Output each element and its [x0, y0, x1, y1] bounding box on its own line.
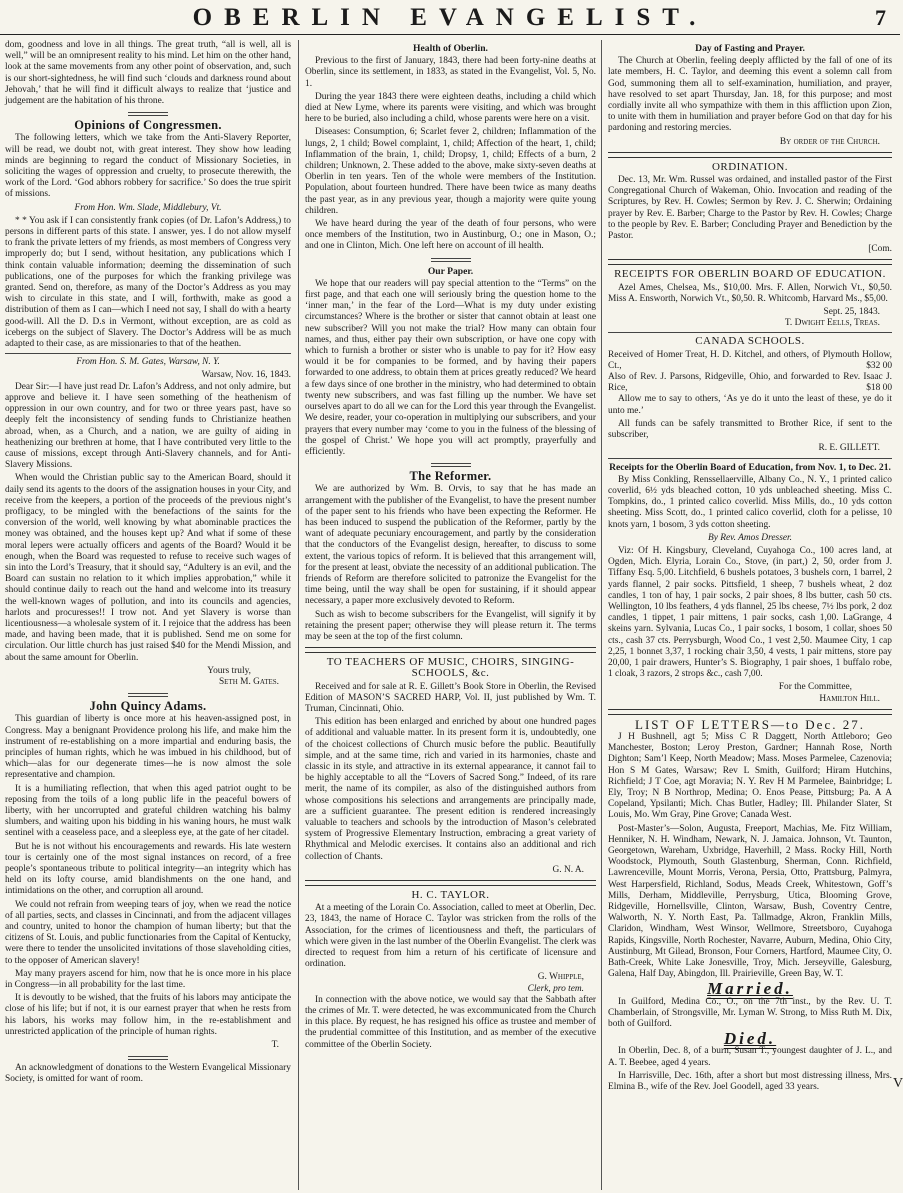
canada-signature: R. E. GILLETT. [818, 443, 880, 454]
canada-entry-text: Received of Homer Treat, H. D. Kitchel, and others, of Plymouth Hollow, Ct., [608, 349, 892, 371]
canada-entry-amount: $18 00 [866, 383, 892, 394]
gates-letter-2: When would the Christian public say to the American Board, should it daily send its agents to the doors of the assignation houses in your City, and receive from the keepers, a portion of the proceeds of the previous night’s profligacy, to be mingled with the benefactions of the saints for the conversion of the world, well knowing by what abominable practices the money was obtained, and the houses kept up? And what if some of these moral lepers were actually officers and agents of the Board? Would it be enough, when the Board was requested to refuse to receive such wages of sin into the Lord’s Treasury, that it should say, “Adultery is an evil, and the Board can sustain no relation to it which implies approbation,” while it should continue daily to reach out the hand and welcome into its treasury the well-known wages of pollution, and into its councils and agencies, harlots and procuresses!! I trow not. And yet Slavery is worse than licentiousness—a wholesale system of it. I rejoice that the address has been made, and having been made, that it is published. Send me on some for circulation. Our little church has just raised $40 for the Mendi Mission, and about the same amount for Oberlin. [5, 473, 291, 663]
married-paragraph: In Guilford, Medina Co., O., on the 7th inst., by the Rev. U. T. Chamberlain, of Strongsville, Mr. Lyman W. Strong, to Miss Ruth M. Dix, both of Guilford. [608, 996, 892, 1030]
receipts2-paragraph: Viz: Of H. Kingsbury, Cleveland, Cuyahoga Co., 100 acres land, at Ogden, Mich. Elyria, Lorain Co., Stove, (in part,) 2, 50, order from J. Tiffany Esq. 5,00. Litchfield, 6 bushels potatoes, 3 bushels corn, 1 barrel, 2 yards flannel, 2 pair socks. Pittsfield, 1 sheep, 7 bushels wheat, 2 doz candles, 1 ton of hay, 1 pair socks, 2 pair shoes, 8 lbs butter, cash 50 cts. Wellington, 10 lbs feathers, 4 yds flannel, 25 lbs cheese, 7½ lbs pork, 2 doz candles, 1 tippet, 1 pair mittens, 1 pair socks, cash 1,00. LaGrange, 4 skeins yarn. Sylvania, Lucas Co., 1 pair socks, 1 bosom, 1 collar, shoes 50 cts., cash 37 cts. Perrysburgh, Wood Co., 1 vest 2,50. Maumee City, 1 cap 2,25, 1 bonnet 3,37, 1 rocking chair 3,50, 4 vests, 1 pair mittens, store pay 20,00, 1 pair drawers, Hunter’s S. Biography, 1 pair shoes, 1 buffalo robe, 1 cloak, 3 razors, 2 strops &c., cash 7,00. [608, 545, 892, 680]
canada-paragraph: Allow me to say to others, ‘As ye do it unto the least of these, ye do it unto me.’ [608, 394, 892, 416]
receipts2-signature: Hamilton Hill. [819, 693, 880, 704]
column-3 [608, 40, 892, 1190]
gates-byline: From Hon. S. M. Gates, Warsaw, N. Y. [76, 357, 220, 368]
reformer-paragraph: We are authorized by Wm. B. Orvis, to say that he has made an arrangement with the publisher of the Evangelist, to have the present number of the paper sent to his friends who have been expecting the Reformer. He has been induced to suspend the publication of the Reformer, partly by the want of adequate pecuniary encouragement, and partly by the consideration that the conductors of the Evangelist design, hereafter, to discuss to some extent, the various topics of reform. It is believed that this arrangement will, for the present at least, obviate the necessity of an additional publication. The friends of Reform are therefore solicited to patronize the Evangelist for the time being, until the way shall be open for sustaining, if it should appear necessary, a paper more exclusively devoted to Reform. [305, 484, 596, 607]
gates-signature: Seth M. Gates. [218, 676, 279, 687]
margin-mark: V [893, 1076, 903, 1091]
double-rule [608, 709, 892, 715]
taylor-paragraph: In connection with the above notice, we would say that the Sabbath after the crimes of Mr. T. were detected, he was excommunicated from the Church in this place. By request, he has resigned his office as trustee and member of the prudential committee of this Institution, and as member of the executive committee of the Oberlin Society. [305, 994, 596, 1050]
section-divider [5, 690, 291, 698]
taylor-signature-role: Clerk, pro tem. [527, 983, 584, 994]
double-rule [305, 880, 596, 886]
adams-paragraph: We could not refrain from weeping tears of joy, when we read the notice of all parties, sects, and classes in Cincinnati, and from the adjacent villages and country, united to honor the champion of human liberty; but that the citizens of St. Louis, and public functionaries from the Capital of Kentucky, were there to tender the unsolicited invitations of those slaveholding cities, to the opposer of American slavery! [5, 899, 291, 966]
music-signature: G. N. A. [552, 864, 584, 875]
canada-heading: CANADA SCHOOLS. [695, 335, 805, 348]
music-paragraph: Received and for sale at R. E. Gillett’s Book Store in Oberlin, the Revised Edition of MASON’S SACRED HARP, Vol. II, just published by Wm. T. Truman, Cincinnati, Ohio. [305, 681, 596, 714]
health-paragraph: Previous to the first of January, 1843, there had been forty-nine deaths at Oberlin, since its settlement, in 1833, as stated in the Evangelist, Vol. 5, No. 1. [305, 56, 596, 89]
receipts-date: Sept. 25, 1843. [823, 307, 880, 318]
receipts2-for: For the Committee, [778, 682, 852, 693]
divider [608, 332, 892, 333]
slade-letter: * * You ask if I can consistently frank copies (of Dr. Lafon’s Address,) to persons in different parts of this state. I answer, yes. I do not allow myself to frank the private letters of my friends, as most members of Congress very improperly do; but I send, without hesitation, any publications which I think contain valuable information; deeming the dissemination of such publications, one of the purposes for which the franking privilege was granted. Send on, therefore, as many of the Doctor’s Address as you may wish to circulate in this state, and I will, forthwith, make as good a distribution of them as I can—which I need not say, I shall do with a hearty good-will. All the D. D.s in Vermont, without exception, are as cold as icebergs on the subject of Slavery. The Doctor’s Address will be as much adapted to their case, as are missionaries to that of the heathen. [5, 215, 291, 350]
health-paragraph: We have heard during the year of the death of four persons, who were once members of the Institution, two in Austinburg, O.; one in Mason, O.; and one in Clinton, Mich. One left here on account of ill health. [305, 219, 596, 252]
page-number: 7 [875, 5, 886, 30]
double-rule [608, 259, 892, 265]
reformer-paragraph: Such as wish to become subscribers for the Evangelist, will signify it by retaining the present paper; otherwise they will please return it. The terms may be seen at the top of the first column. [305, 609, 596, 642]
health-heading: Health of Oberlin. [413, 43, 488, 54]
divider [5, 353, 291, 354]
reformer-heading: The Reformer. [409, 469, 492, 484]
column-rule-2 [601, 40, 602, 1190]
opinions-heading: Opinions of Congressmen. [74, 118, 222, 133]
adams-paragraph: It is devoutly to be wished, that the fruits of his labors may anticipate the close of his life; but if not, it is our earnest prayer that when he rests from his labors, his works may follow him, in the re-establishment and unrestricted application of the principle of human rights. [5, 993, 291, 1037]
died-heading: Died. [723, 1029, 777, 1049]
music-heading: TO TEACHERS OF MUSIC, CHOIRS, SINGING-SCHOOLS, &c. [326, 656, 575, 680]
receipts-signature: T. Dwight Eells, Treas. [784, 318, 880, 329]
letters-paragraph: Post-Master’s—Solon, Augusta, Freeport, Machias, Me. Fitz William, Henniker, N. H. Windham, Newark, N. J. Jamaica. Johnson, Vt. Taunton, Georgetown, Wareham, Uxbridge, Haverhill, 2 Mass. Rocky Hill, North Woodstock, Plymouth, South Glastenburg, Sherman, Conn. Richfield, Lawrenceville, Mount Morris, Verona, Persia, Otto, Prattsburg, Palmyra, West Harpersfield, Richland, Sodus, Meads Creek, Whitestown, Goff’s Mills, Derham, Middleville, Perrysburg, Utica, Blooming Grove, Ridgeville, Hornellsville, Clinton, Warsaw, Bush, Coventry Centre, Walworth, N. Y. North East, Pa. Tallmadge, Akron, Franklin Mills, Claridon, Windham, West Winsor, Wellmore, Streetsboro, Cuyahoga Rapids, Kingsville, North Rochester, Navarre, Auburn, Medina, Ohio City, Austinburg, Mt Gilead, Bronson, Four Corners, Hartford, Maumee City, O. Bath-Creek, White Lake Jonesville, Troy, Mich. Jerseyville, Galesburg, Galena, Half Day, Abingdon, Ill. Prairieville, Green Bay, W. T. [608, 823, 892, 980]
ordination-heading: ORDINATION. [711, 160, 789, 173]
fasting-heading: Day of Fasting and Prayer. [695, 43, 805, 54]
health-paragraph: Diseases: Consumption, 6; Scarlet fever 2, children; Inflammation of the lungs, 2, 1 child; Bowel complaint, 1, child; Affection of the heart, 1, child; Inflammation of the brain, 1, child; Dropsy, 1, child; Effects of a burn, 2 children; Unknown, 2. These added to the above, make sixty-seven deaths at Oberlin in ten years. Ten of the whole were members of the Institution. Population, about fourteen hundred. There have been twice as many deaths the past year, as in any previous year, though a majority were quite young children. [305, 127, 596, 216]
section-divider [5, 109, 291, 117]
double-rule [305, 647, 596, 653]
column-1 [5, 40, 291, 1190]
adams-paragraph: It is a humiliating reflection, that when this aged patriot ought to be reposing from the toils of a long public life in the peaceful bowers of liberty, with her uncorrupted and grateful children watching his balmy slumbers, and waiting upon his bidding in his waning hours, he must walk sentinel with a ceaseless pace, and a sleepless eye, at the gate of her citadel. [5, 783, 291, 839]
gates-letter-1: Dear Sir:—I have just read Dr. Lafon’s Address, and not only admire, but approve and believe it. I have seen something of the heathenism of oppression in our own country, and for two or three years past, have so deeply felt the inconsistency of sending funds to Christianize heathen abroad, when, as a Church, and a nation, we are guilty of aiding in heathenizing our brethren at home, that I have contributed very little to the cause of missions, except through Anti-Slavery channels, and for Anti-Slavery Missions. [5, 381, 291, 471]
canada-entry [608, 372, 892, 394]
ordination-signature: [Com. [868, 244, 892, 255]
died-paragraph: In Oberlin, Dec. 8, of a burn, Susan T., youngest daughter of J. L., and A. T. Beebee, aged 4 years. [608, 1046, 892, 1068]
married-heading: Married. [707, 979, 793, 999]
receipts-heading: RECEIPTS FOR OBERLIN BOARD OF EDUCATION. [614, 268, 886, 281]
taylor-signature-name: G. Whipple, [537, 972, 584, 983]
letters-heading: LIST OF LETTERS—to Dec. 27. [635, 716, 865, 732]
masthead-title: OBERLIN EVANGELIST. [192, 4, 708, 31]
double-rule [608, 152, 892, 158]
section-divider [305, 255, 596, 263]
section-divider [5, 1053, 291, 1061]
music-paragraph: This edition has been enlarged and enriched by about one hundred pages of additional and valuable matter. In its present form it is, undoubtedly, one of the choicest collections of Church music before the public. Beautifully simple, and at the same time, rich and varied in its harmonies, chaste and classic in its style, and attractive in its external appearance, it cannot fail to be highly acceptable to all the “Lovers of Sacred Song.” Indeed, of its rare merit, the name of its compiler, as also of the distinguished authors from whose compositions his selections and arrangements are principally made, are a sufficient guarantee. The present edition is rendered increasingly valuable to teachers and schools by the introduction of Mason’s celebrated system of Progressive Elementary Instruction, embracing a great variety of Rhythmical and Melodic exercises. It contains also an additional and rich collection of Chants. [305, 717, 596, 862]
paper-paragraph: We hope that our readers will pay special attention to the “Terms” on the first page, and that each one will seriously bring the question home to the ‘inner man,’ in the fear of the Lord—What is my duty under existing circumstances? Where is the brother or sister that cannot obtain at least one new subscriber? Will you not make the trial? How many can obtain four names, and thus, either pay their own subscription, or have one copy with which to furnish a brother or sister who is unable to pay for it? How easy would it be for companies to be formed, and by having their papers forwarded to one address, to obtain them at prices greatly reduced? We heard a few days since of one brother in the ministry, who had determined to obtain twenty new subscribers, and was fast filling up the number. We have set ourselves apart to do all we can for the Lord this year through the Evangelist. We desire, reader, your co-operation in multiplying our subscribers, and your prayers that every number may ‘come to you in the fulness of the blessing of the gospel of Christ.’ We hope you will act promptly, prayerfully and efficiently. [305, 278, 596, 457]
receipts2-heading: Receipts for the Oberlin Board of Education, from Nov. 1, to Dec. 21. [609, 461, 891, 473]
health-paragraph: During the year 1843 there were eighteen deaths, including a child which died at New Lyme, where its parents were visiting, and which was brought here to be buried, also including a child, whose parents were here on a visit. [305, 91, 596, 125]
fasting-signature: By order of the Church. [779, 136, 880, 147]
intro-paragraph: dom, goodness and love in all things. The great truth, “all is well, all is well,” will be an omnipresent reality to his mind. Let him on the other hand, look at the same movements from any other point of observation, and, such is our short-sightedness, he will find such ‘clouds and darkness round about Jehovah,’ that he will find it difficult always to realize that ‘justice and judgement are the habitation of his throne. [5, 40, 291, 107]
receipts2-paragraph: By Miss Conkling, Renssellaerville, Albany Co., N. Y., 1 printed calico coverlid, 6½ yds bleached cotton, 10 yds unbleached sheeting. Miss C. Tompkins, do., 1 printed calico coverlid. Miss Mills, do., 10 yds cotton sheeting. Miss Scott, do., 1 printed calico coverlid, cloth for a pelisse, 10 knots yarn, 1 bosom, 3 yds cotton sheeting. [608, 474, 892, 530]
adams-paragraph: This guardian of liberty is once more at his heaven-assigned post, in Congress. May a benignant Providence prolong his life, and make him the instrument of re-establishing on a more impartial and enduring basis, the principles of human rights, which he was imbued in his childhood, but of which—alas for our degenerate times—he is now almost the sole representative and champion. [5, 714, 291, 781]
adams-signature: T. [271, 1040, 279, 1051]
gates-closing: Yours truly, [207, 665, 251, 676]
ordination-paragraph: Dec. 13, Mr. Wm. Russel was ordained, and installed pastor of the First Congregational Church of Wakeman, Ohio. Invocation and reading of the Scriptures, by Rev. H. Cowles; Sermon by Rev. J. C. Sherwin; Ordaining prayer by Rev. E. Barber; Charge to the Pastor by Rev. H. Cowles; Charge to the people by Rev. E. Barber; Concluding Prayer and Benediction by the Pastor. [608, 175, 892, 242]
receipts-paragraph: Azel Ames, Chelsea, Ms., $10,00. Mrs. F. Allen, Norwich Vt., $0,50. Miss A. Ensworth, Norwich Vt., $0,50. R. Whitcomb, Harvard Ms., $5,00. [608, 282, 892, 304]
adams-paragraph: But he is not without his encouragements and rewards. His late western tour is certainly one of the most signal instances on record, of a free people’s spontaneous tribute to political integrity—an integrity which has held on its lofty course, amid blandishments on the one hand, and intimidations on the other, and corruption all around. [5, 841, 291, 897]
canada-paragraph: All funds can be safely transmitted to Brother Rice, if sent to the subscriber, [608, 418, 892, 441]
canada-entry [608, 350, 892, 372]
taylor-paragraph: At a meeting of the Lorain Co. Association, called to meet at Oberlin, Dec. 23, 1843, the name of Horace C. Taylor was stricken from the rolls of the Association, for the crimes of licentiousness and theft, the particulars of which were given in the last number of the Oberlin Evangelist. The clerk was directed to request from him a return of his certificate of licensure and ordination. [305, 903, 596, 970]
dresser-byline: By Rev. Amos Dresser. [708, 532, 792, 543]
gates-dateline: Warsaw, Nov. 16, 1843. [201, 370, 291, 381]
fasting-paragraph: The Church at Oberlin, feeling deeply afflicted by the fall of one of its late members, H. C. Taylor, and deeming this event a solemn call from God, summoning them all to self-examination, humiliation, and prayer, have resolved to set apart Thursday, Jan. 18, for this purpose; and most cordially invite all who sympathize with them in this affliction upon Zion, to unite with them in humiliation and prayer before God on that day for his pardoning and restoring mercies. [608, 56, 892, 134]
died-paragraph: In Harrisville, Dec. 16th, after a short but most distressing illness, Mrs. Elmina B., wife of the Rev. Joel Goodell, aged 33 years. [608, 1070, 892, 1093]
section-divider [305, 460, 596, 468]
column-rule-1 [298, 40, 299, 1190]
slade-byline: From Hon. Wm. Slade, Middlebury, Vt. [74, 202, 222, 213]
letters-paragraph: J H Bushnell, agt 5; Miss C R Daggett, North Attleboro; Geo Manchester, Boston; Leroy Preston, Gardner; Hannah Rose, North Dighton; Sam’l Keep, North Meadow; Mass. Moses Parmelee, Cazenovia; Hon S M Gates, Warsaw; Rev L Smith, Guilford; Hiram Hutchins, Richfield; J T Coe, agt Moravia; N. Y. Rev H M Parmelee, Bainbridge; L Ely, Troy; N B Northrop, Medina; O. Enos Pease, Pittsburg; Pa. A A Copeland, Ypsilanti; Mich. Chas Butler, Hadley; Ill. Philander Slater, St Louis, Mo. Wm Gray, Pine Grove; Canada West. [608, 731, 892, 821]
column-2 [305, 40, 596, 1190]
canada-entry-text: Also of Rev. J. Parsons, Ridgeville, Ohio, and forwarded to Rev. Isaac J. Rice, [608, 372, 892, 394]
opinions-intro: The following letters, which we take from the Anti-Slavery Reporter, will be read, we doubt not, with great interest. They show how leading minds are beginning to regard the conduct of Missionary Societies, in soliciting the wages of oppression and cruelty, to prosecute therewith, the work of the Lord. ‘God abhors robbery for sacrifice.’ So does the true spirit of missions. [5, 133, 291, 200]
paper-heading: Our Paper. [427, 265, 474, 277]
taylor-heading: H. C. TAYLOR. [411, 889, 490, 902]
adams-paragraph: May many prayers ascend for him, now that he is once more in his place in Congress—in all probability for the last time. [5, 968, 291, 991]
divider [608, 458, 892, 459]
masthead [0, 0, 900, 35]
acknowledgment-note: An acknowledgment of donations to the Western Evangelical Missionary Society, is omitted for want of room. [5, 1063, 291, 1085]
canada-entry-amount: $32 00 [866, 360, 892, 371]
adams-heading: John Quincy Adams. [89, 699, 207, 714]
